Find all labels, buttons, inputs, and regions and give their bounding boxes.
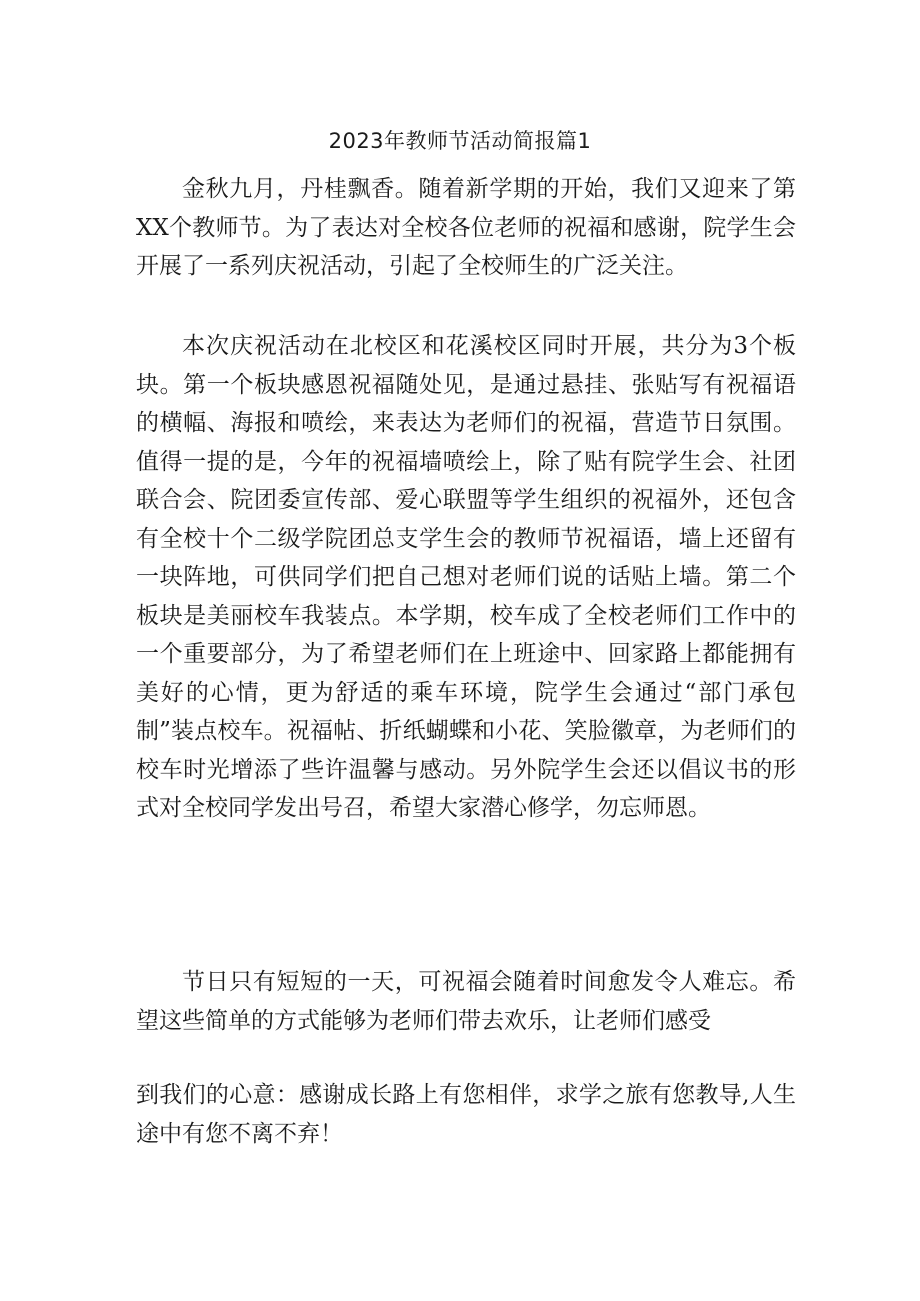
paragraph-activities: 本次庆祝活动在北校区和花溪校区同时开展，共分为3个板块。第一个板块感恩祝福随处见，是通过悬挂、张贴写有祝福语的横幅、海报和喷绘，来表达为老师们的祝福，营造节日氛围。值得一提的是，今年的祝福墙喷绘上，除了贴有院学生会、社团联合会、院团委宣传部、爱心联盟等学生组织的祝福外，还包含有全校十个二级学院团总支学生会的教师节祝福语，墙上还留有一块阵地，可供同学们把自己想对老师们说的话贴上墙。第二个板块是美丽校车我装点。本学期，校车成了全校老师们工作中的一个重要部分，为了希望老师们在上班途中、回家路上都能拥有美好的心情，更为舒适的乘车环境，院学生会通过“部门承包制”装点校车。祝福帖、折纸蝴蝶和小花、笑脸徽章，为老师们的校车时光增添了些许温馨与感动。另外院学生会还以倡议书的形式对全校同学发出号召，希望大家潜心修学，勿忘师恩。 [136,333,796,821]
paragraph-closing-continued: 到我们的心意：感谢成长路上有您相伴，求学之旅有您教导,人生途中有您不离不弃！ [136,1082,796,1147]
paragraph-intro: 金秋九月，丹桂飘香。随着新学期的开始，我们又迎来了第XX个教师节。为了表达对全校各位老师的祝福和感谢，院学生会开展了一系列庆祝活动，引起了全校师生的广泛关注。 [136,176,796,279]
document-title: 2023年教师节活动简报篇1 [328,129,592,153]
paragraph-closing: 节日只有短短的一天，可祝福会随着时间愈发令人难忘。希望这些简单的方式能够为老师们带去欢乐，让老师们感受 [136,969,796,1034]
